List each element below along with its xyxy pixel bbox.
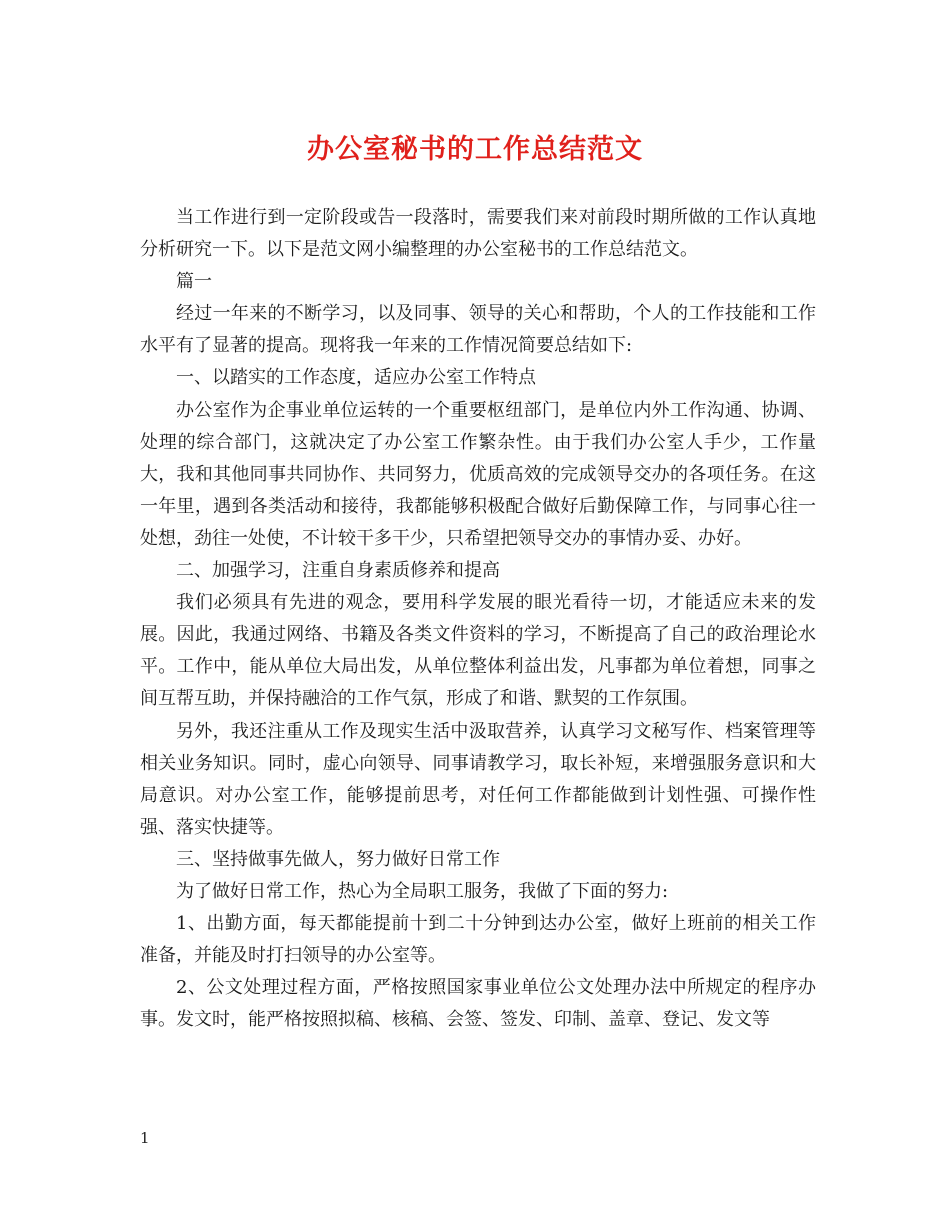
paragraph-learning: 我们必须具有先进的观念，要用科学发展的眼光看待一切，才能适应未来的发展。因此，我通过网络、书籍及各类文件资料的学习，不断提高了自己的政治理论水平。工作中，能从单位大局出发，从单位整体利益出发，凡事都为单位着想，同事之间互帮互助，并保持融洽的工作气氛，形成了和谐、默契的工作氛围。 [140,592,816,710]
section-heading-1: 一、以踏实的工作态度，适应办公室工作特点 [176,367,536,389]
section-heading-2: 二、加强学习，注重自身素质修养和提高 [176,560,500,582]
section-heading-3: 三、坚持做事先做人，努力做好日常工作 [176,848,500,870]
list-item-attendance: 1、出勤方面，每天都能提前十到二十分钟到达办公室，做好上班前的相关工作准备，并能及时打扫领导的办公室等。 [140,913,816,967]
document-body [140,202,816,1036]
paragraph-additional: 另外，我还注重从工作及现实生活中汲取营养，认真学习文秘写作、档案管理等相关业务知识。同时，虚心向领导、同事请教学习，取长补短，来增强服务意识和大局意识。对办公室工作，能够提前思考，对任何工作都能做到计划性强、可操作性强、落实快捷等。 [140,720,816,838]
page-number: 1 [140,1129,150,1147]
paragraph-office-role: 办公室作为企事业单位运转的一个重要枢纽部门，是单位内外工作沟通、协调、处理的综合部门，这就决定了办公室工作繁杂性。由于我们办公室人手少，工作量大，我和其他同事共同协作、共同努力，优质高效的完成领导交办的各项任务。在这一年里，遇到各类活动和接待，我都能够积极配合做好后勤保障工作，与同事心往一处想，劲往一处使，不计较干多干少，只希望把领导交办的事情办妥、办好。 [140,399,816,549]
paragraph-daily-work: 为了做好日常工作，热心为全局职工服务，我做了下面的努力: [176,880,669,902]
paragraph-intro: 当工作进行到一定阶段或告一段落时，需要我们来对前段时期所做的工作认真地分析研究一下。以下是范文网小编整理的办公室秘书的工作总结范文。 [140,207,816,261]
document-title: 办公室秘书的工作总结范文 [307,134,643,165]
paragraph-overview: 经过一年来的不断学习，以及同事、领导的关心和帮助，个人的工作技能和工作水平有了显著的提高。现将我一年来的工作情况简要总结如下: [140,303,816,357]
list-item-document-processing: 2、公文处理过程方面，严格按照国家事业单位公文处理办法中所规定的程序办事。发文时，能严格按照拟稿、核稿、会签、签发、印制、盖章、登记、发文等 [140,977,816,1031]
section-label-part-one: 篇一 [176,271,212,293]
